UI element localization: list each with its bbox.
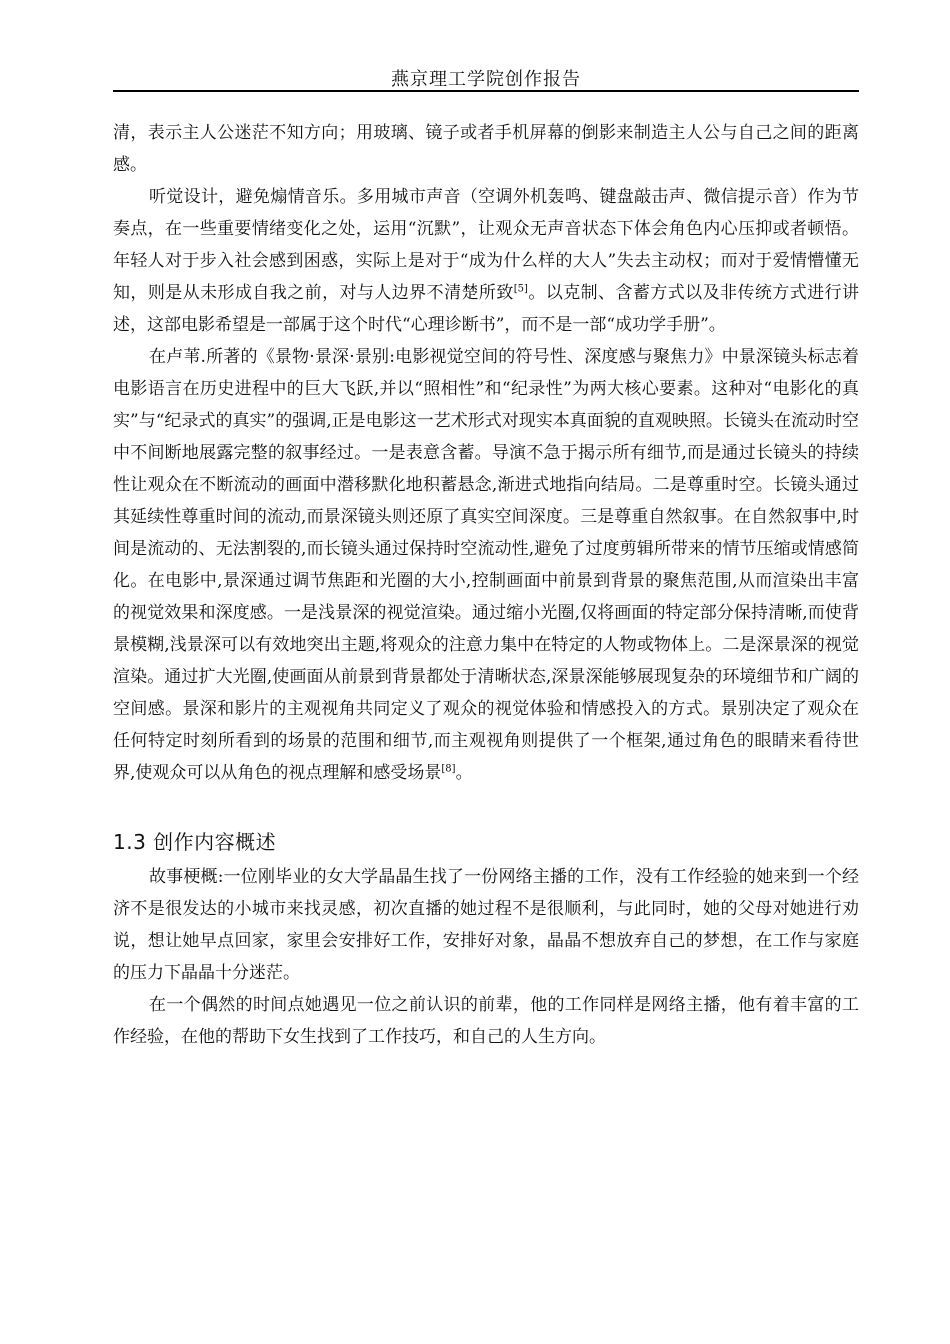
paragraph-2-text: 听觉设计，避免煽情音乐。多用城市声音（空调外机轰鸣、键盘敲击声、微信提示音）作为节奏点，在一些重要情绪变化之处，运用“沉默”，让观众无声音状态下体会角色内心压抑或者顿悟。年轻人对于步入社会感到困惑，实际上是对于“成为什么样的大人”失去主动权；而对于爱情懵懂无知，则是从未形成自我之前，对与人边界不清楚所致 [113,187,859,303]
paragraph-1: 清，表示主人公迷茫不知方向；用玻璃、镜子或者手机屏幕的倒影来制造主人公与自己之间的距离感。 [113,123,859,175]
citation-5: [5] [513,283,528,295]
paragraph-3-text: 在卢苇.所著的《景物·景深·景别:电影视觉空间的符号性、深度感与聚焦力》中景深镜头标志着电影语言在历史进程中的巨大飞跃,并以“照相性”和“纪录性”为两大核心要素。这种对“电影化的真实”与“纪录式的真实”的强调,正是电影这一艺术形式对现实本真面貌的直观映照。长镜头在流动时空中不间断地展露完整的叙事经过。一是表意含蓄。导演不急于揭示所有细节,而是通过长镜头的持续性让观众在不断流动的画面中潜移默化地积蓄悬念,渐进式地指向结局。二是尊重时空。长镜头通过其延续性尊重时间的流动,而景深镜头则还原了真实空间深度。三是尊重自然叙事。在自然叙事中,时间是流动的、无法割裂的,而长镜头通过保持时空流动性,避免了过度剪辑所带来的情节压缩或情感简化。在电影中,景深通过调节焦距和光圈的大小,控制画面中前景到背景的聚焦范围,从而渲染出丰富的视觉效果和深度感。一是浅景深的视觉渲染。通过缩小光圈,仅将画面的特定部分保持清晰,而使背景模糊,浅景深可以有效地突出主题,将观众的注意力集中在特定的人物或物体上。二是深景深的视觉渲染。通过扩大光圈,使画面从前景到背景都处于清晰状态,深景深能够展现复杂的环境细节和广阔的空间感。景深和影片的主观视角共同定义了观众的视觉体验和情感投入的方式。景别决定了观众在任何特定时刻所看到的场景的范围和细节,而主观视角则提供了一个框架,通过角色的眼睛来看待世界,使观众可以从角色的视点理解和感受场景 [113,347,859,783]
page-header-title: 燕京理工学院创作报告 [391,69,581,90]
paragraph-5: 在一个偶然的时间点她遇见一位之前认识的前辈，他的工作同样是网络主播，他有着丰富的工作经验，在他的帮助下女生找到了工作技巧，和自己的人生方向。 [113,995,859,1047]
paragraph-3 [113,341,859,789]
document-body [113,117,859,1053]
citation-8: [8] [441,763,456,775]
paragraph-4: 故事梗概:一位刚毕业的女大学晶晶生找了一份网络主播的工作，没有工作经验的她来到一个经济不是很发达的小城市来找灵感，初次直播的她过程不是很顺利，与此同时，她的父母对她进行劝说，想让她早点回家，家里会安排好工作，安排好对象，晶晶不想放弃自己的梦想，在工作与家庭的压力下晶晶十分迷茫。 [113,867,859,983]
paragraph-2 [113,181,859,341]
section-heading: 1.3 创作内容概述 [113,830,277,854]
paragraph-2-tail: 。以克制、含蓄方式以及非传统方式进行讲述，这部电影希望是一部属于这个时代“心理诊断书”，而不是一部“成功学手册”。 [113,283,860,335]
paragraph-3-tail: 。 [455,763,473,783]
header-divider [113,90,859,92]
